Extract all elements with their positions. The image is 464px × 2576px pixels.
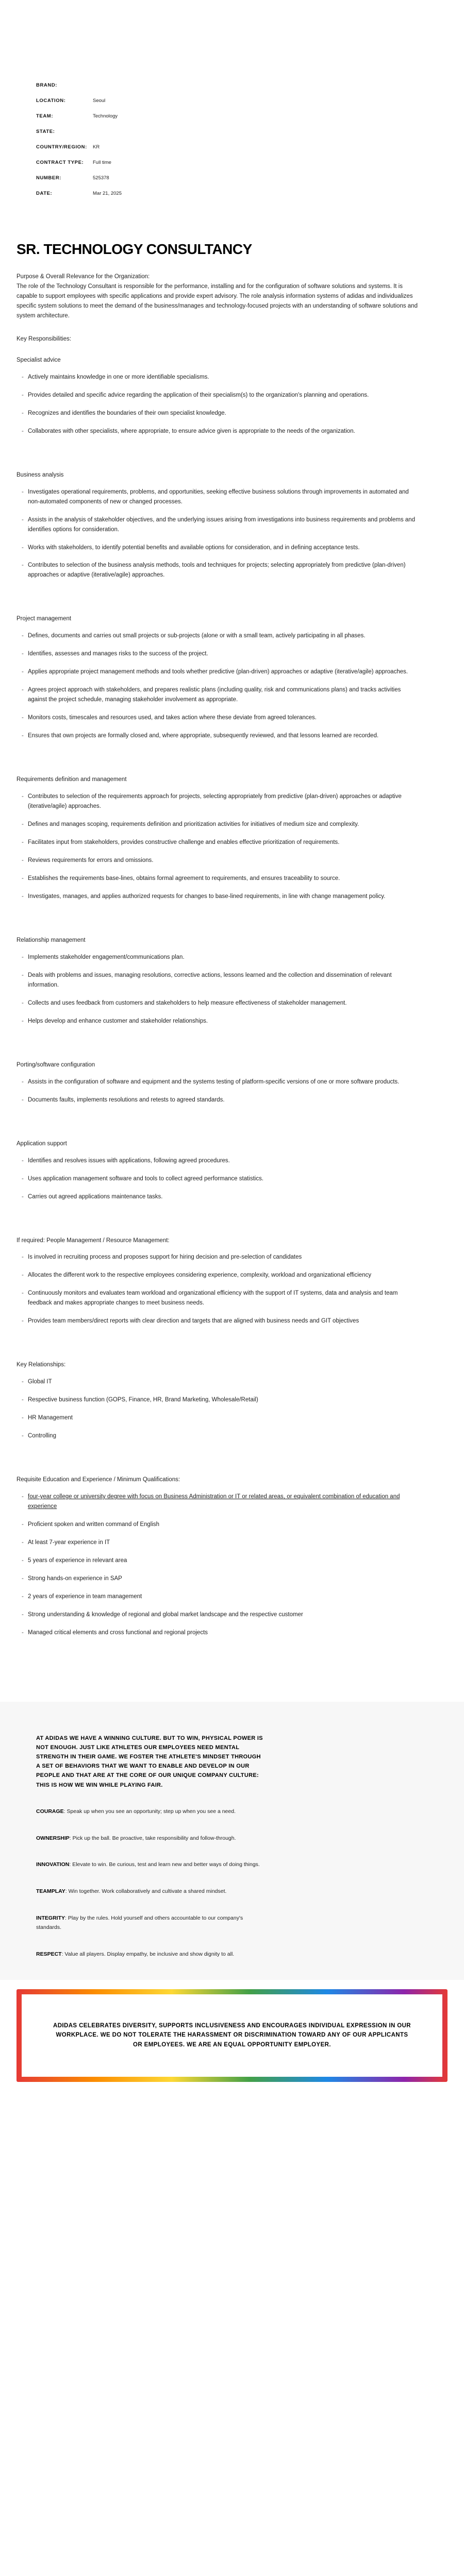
- meta-row-country: [36, 139, 464, 155]
- list-item-text: Establishes the requirements base-lines, obtains formal agreement to requirements, and ensures traceability to source.: [28, 875, 340, 882]
- value-text: : Play by the rules. Hold yourself and others accountable to our company's standards.: [36, 1915, 243, 1930]
- list-item: [22, 892, 419, 902]
- bullet-list: [16, 1252, 419, 1326]
- list-item: [22, 667, 419, 677]
- spacer: [16, 1035, 419, 1049]
- list-item: [22, 1431, 419, 1441]
- meta-value: Seoul: [93, 97, 106, 104]
- value-name: RESPECT: [36, 1951, 62, 1957]
- meta-key: LOCATION:: [36, 97, 66, 104]
- list-item-text: Continuously monitors and evaluates team workload and organizational efficiency with the support of IT systems, data and analysis and team feedback and makes appropriate changes to meet business needs.: [28, 1290, 398, 1307]
- job-description: [0, 272, 419, 1660]
- value-name: OWNERSHIP: [36, 1835, 70, 1841]
- list-item: [22, 543, 419, 553]
- list-item-text: Uses application management software and tools to collect agreed performance statistics.: [28, 1175, 264, 1182]
- list-item: [22, 1316, 419, 1326]
- list-item: [22, 631, 419, 641]
- meta-key: BRAND:: [36, 82, 58, 88]
- section-title: Porting/software configuration: [16, 1061, 95, 1068]
- list-item-text: Works with stakeholders, to identify potential benefits and available options for consideration, and in defining acceptance tests.: [28, 544, 360, 551]
- bullet-list: [16, 953, 419, 1026]
- list-item: [22, 515, 419, 535]
- value-name: INTEGRITY: [36, 1915, 65, 1922]
- list-item-text: Deals with problems and issues, managing resolutions, corrective actions, lessons learned and the collection and dissemination of relevant information.: [28, 972, 392, 988]
- section-title: Project management: [16, 616, 72, 622]
- list-item-text: 5 years of experience in relevant area: [28, 1557, 127, 1564]
- list-item: [22, 1520, 419, 1530]
- culture-block: [0, 1702, 464, 1980]
- section-title: Application support: [16, 1140, 67, 1147]
- intro-heading: Purpose & Overall Relevance for the Organization:: [16, 274, 150, 280]
- list-item-text: Identifies and resolves issues with applications, following agreed procedures.: [28, 1157, 230, 1164]
- list-item: [22, 1574, 419, 1584]
- meta-row-contract: [36, 155, 464, 170]
- meta-key: DATE:: [36, 190, 53, 196]
- meta-row-team: [36, 108, 464, 124]
- list-item-text: 2 years of experience in team management: [28, 1593, 142, 1600]
- list-item: [22, 1628, 419, 1638]
- bullet-list: [16, 1492, 419, 1638]
- value-text: : Pick up the ball. Be proactive, take responsibility and follow-through.: [69, 1835, 236, 1841]
- culture-value: [36, 1914, 263, 1933]
- diversity-box: [22, 1994, 442, 2077]
- culture-heading: AT ADIDAS WE HAVE A WINNING CULTURE. BUT TO WIN, PHYSICAL POWER IS NOT ENOUGH. JUST LIKE ATHLETES OUR EMPLOYEES NEED MENTAL STRENGTH IN THEIR GAME. WE FOSTER THE ATHLETE'S MINDSET THROUGH A SET OF BEHAVIORS THAT WE WANT TO ENABLE AND DEVELOP IN OUR PEOPLE AND THAT ARE AT THE CORE OF OUR UNIQUE COMPANY CULTURE: THIS IS HOW WE WIN WHILE PLAYING FAIR.: [36, 1735, 263, 1788]
- spacer: [16, 910, 419, 924]
- list-item: [22, 1610, 419, 1620]
- list-item-text: Reviews requirements for errors and omissions.: [28, 857, 154, 863]
- value-text: : Win together. Work collaboratively and cultivate a shared mindset.: [65, 1888, 227, 1895]
- list-item-text: Agrees project approach with stakeholders, and prepares realistic plans (including quality, risk and communications plans) and tracks activities against the project schedule, managing stakeholder involvement as appropriate.: [28, 687, 401, 703]
- section-block: [16, 1475, 419, 1660]
- list-item-text: Implements stakeholder engagement/communications plan.: [28, 954, 185, 960]
- list-item: [22, 427, 419, 436]
- list-item: [22, 820, 419, 829]
- list-item: [22, 971, 419, 990]
- value-text: : Elevate to win. Be curious, test and learn new and better ways of doing things.: [69, 1861, 260, 1868]
- section-block: [16, 1139, 419, 1225]
- section-block: [16, 1360, 419, 1464]
- list-item-text: Provides detailed and specific advice regarding the application of their specialism(s) to the organization's planning and operations.: [28, 392, 369, 398]
- list-item-text: Proficient spoken and written command of English: [28, 1521, 160, 1528]
- list-item: [22, 874, 419, 884]
- list-item-text: Controlling: [28, 1433, 56, 1439]
- meta-value: Technology: [93, 113, 118, 119]
- list-item-text: Recognizes and identifies the boundaries of their own specialist knowledge.: [28, 410, 226, 416]
- page-title: SR. TECHNOLOGY CONSULTANCY: [16, 241, 252, 257]
- list-item-text: At least 7-year experience in IT: [28, 1539, 110, 1546]
- bullet-list: [16, 1377, 419, 1441]
- bullet-list: [16, 372, 419, 436]
- list-item-text: Respective business function (GOPS, Finance, HR, Brand Marketing, Wholesale/Retail): [28, 1397, 258, 1403]
- list-item-text: Ensures that own projects are formally closed and, where appropriate, subsequently reviewed, and that lessons learned are recorded.: [28, 733, 379, 739]
- section-block: [16, 355, 419, 459]
- meta-key: NUMBER:: [36, 175, 62, 181]
- list-item-text: Provides team members/direct reports with clear direction and targets that are aligned with business needs and GIT objectives: [28, 1318, 359, 1325]
- list-item: [22, 1395, 419, 1405]
- section-block: [16, 936, 419, 1049]
- list-item: [22, 713, 419, 723]
- list-item-text: Contributes to selection of the business analysis methods, tools and techniques for projects; selecting appropriately from predictive (plan-driven) approaches or adaptive (iterative/agile) approaches.: [28, 562, 406, 579]
- meta-row-number: [36, 170, 464, 185]
- bullet-list: [16, 631, 419, 741]
- value-text: : Value all players. Display empathy, be inclusive and show dignity to all.: [61, 1951, 235, 1957]
- list-item: [22, 792, 419, 811]
- list-item: [22, 1077, 419, 1087]
- list-item: [22, 731, 419, 741]
- culture-value: [36, 1950, 263, 1959]
- spacer: [16, 1334, 419, 1349]
- spacer: [16, 588, 419, 603]
- meta-row-state: [36, 124, 464, 139]
- bullet-list: [16, 487, 419, 581]
- spacer: [16, 1646, 419, 1660]
- spacer: [16, 1449, 419, 1464]
- list-item-text: Global IT: [28, 1379, 52, 1385]
- spacer: [16, 1113, 419, 1128]
- list-item: [22, 1492, 419, 1512]
- bullet-list: [16, 792, 419, 902]
- meta-row-date: [36, 185, 464, 201]
- list-item-text: Identifies, assesses and manages risks to the success of the project.: [28, 651, 208, 657]
- bullet-list: [16, 1156, 419, 1202]
- list-item-text: Investigates operational requirements, problems, and opportunities, seeking effective business solutions through improvements in automated and non-automated components of new or changed processes.: [28, 488, 409, 505]
- meta-value: 525378: [93, 175, 109, 181]
- spacer: [16, 1210, 419, 1225]
- list-item: [22, 998, 419, 1008]
- section-title: Key Relationships:: [16, 1362, 66, 1368]
- meta-value: Mar 21, 2025: [93, 190, 122, 196]
- list-item-text: Actively maintains knowledge in one or more identifiable specialisms.: [28, 374, 209, 380]
- meta-key: CONTRACT TYPE:: [36, 159, 84, 165]
- section-title: Relationship management: [16, 937, 86, 943]
- list-item-text: Investigates, manages, and applies authorized requests for changes to base-lined requirements, in line with change management policy.: [28, 893, 386, 900]
- list-item: [22, 1289, 419, 1308]
- culture-value: [36, 1887, 263, 1896]
- value-name: TEAMPLAY: [36, 1888, 65, 1895]
- key-responsibilities-label: Key Responsibilities:: [16, 335, 72, 342]
- job-meta: [0, 0, 464, 201]
- list-item-text: Collaborates with other specialists, where appropriate, to ensure advice given is appropriate to the needs of the organization.: [28, 428, 355, 434]
- spacer: [16, 445, 419, 459]
- list-item: [22, 409, 419, 418]
- list-item-text: Monitors costs, timescales and resources used, and takes action where these deviate from agreed tolerances.: [28, 715, 317, 721]
- list-item-text: Carries out agreed applications maintenance tasks.: [28, 1193, 163, 1200]
- list-item: [22, 1174, 419, 1184]
- list-item: [22, 561, 419, 580]
- list-item-text: Documents faults, implements resolutions and retests to agreed standards.: [28, 1096, 225, 1103]
- list-item-text: Strong understanding & knowledge of regional and global market landscape and the respective customer: [28, 1611, 303, 1618]
- list-item-text: Allocates the different work to the respective employees considering experience, complexity, workload and organizational efficiency: [28, 1272, 372, 1279]
- section-block: [16, 614, 419, 764]
- culture-value: [36, 1834, 263, 1843]
- list-item: [22, 1156, 419, 1166]
- section-title: Requirements definition and management: [16, 776, 127, 783]
- list-item: [22, 1538, 419, 1548]
- section-title: If required: People Management / Resource Management:: [16, 1237, 170, 1244]
- list-item: [22, 649, 419, 659]
- section-block: [16, 470, 419, 603]
- list-item-text: Defines and manages scoping, requirements definition and prioritization activities for initiatives of medium size and complexity.: [28, 821, 359, 828]
- meta-key: COUNTRY/REGION:: [36, 144, 87, 150]
- list-item: [22, 1377, 419, 1387]
- list-item: [22, 1095, 419, 1105]
- intro-body: The role of the Technology Consultant is responsible for the performance, installing and for the configuration of software solutions and systems. It is capable to support employees with specific applications and provide expert advisory. The role analysis information systems of adidas and individualizes specific system solutions to meet the demand of the business/manages and technology-focused projects with an understanding of software solutions and system architecture.: [16, 283, 418, 319]
- rainbow-frame: [16, 1989, 448, 2082]
- bullet-list: [16, 1077, 419, 1105]
- sections-container: [16, 355, 419, 1660]
- list-item: [22, 487, 419, 507]
- meta-key: TEAM:: [36, 113, 54, 119]
- value-name: INNOVATION: [36, 1861, 70, 1868]
- list-item-text: Managed critical elements and cross functional and regional projects: [28, 1629, 208, 1636]
- list-item: [22, 1413, 419, 1423]
- section-title: Requisite Education and Experience / Minimum Qualifications:: [16, 1477, 180, 1483]
- list-item: [22, 685, 419, 705]
- list-item-text: Is involved in recruiting process and proposes support for hiring decision and pre-selection of candidates: [28, 1254, 302, 1261]
- list-item-text: Strong hands-on experience in SAP: [28, 1575, 122, 1582]
- list-item: [22, 856, 419, 866]
- list-item-text: Helps develop and enhance customer and stakeholder relationships.: [28, 1018, 208, 1024]
- section-block: [16, 775, 419, 924]
- list-item: [22, 1592, 419, 1602]
- meta-value: KR: [93, 144, 100, 150]
- section-title: Business analysis: [16, 471, 64, 478]
- list-item: [22, 1270, 419, 1280]
- diversity-statement: ADIDAS CELEBRATES DIVERSITY, SUPPORTS INCLUSIVENESS AND ENCOURAGES INDIVIDUAL EXPRESSION IN OUR WORKPLACE. WE DO NOT TOLERATE THE HARASSMENT OR DISCRIMINATION TOWARD ANY OF OUR APPLICANTS OR EMPLOYEES. WE ARE AN EQUAL OPPORTUNITY EMPLOYER.: [53, 2023, 411, 2048]
- spacer: [16, 749, 419, 764]
- meta-row-location: [36, 93, 464, 108]
- culture-value: [36, 1807, 263, 1817]
- meta-value: Full time: [93, 159, 111, 165]
- list-item: [22, 1556, 419, 1566]
- diversity-section: [0, 1980, 464, 2103]
- meta-row-brand: [36, 77, 464, 93]
- values-list: [36, 1807, 464, 1959]
- list-item-text: Contributes to selection of the requirements approach for projects, selecting appropriately from predictive (plan-driven) approaches or adaptive (iterative/agile) approaches.: [28, 793, 402, 810]
- list-item: [22, 391, 419, 400]
- value-text: : Speak up when you see an opportunity; step up when you see a need.: [63, 1808, 236, 1815]
- section-block: [16, 1060, 419, 1128]
- list-item: [22, 838, 419, 848]
- list-item-text: HR Management: [28, 1415, 73, 1421]
- list-item: [22, 1252, 419, 1262]
- list-item: [22, 1016, 419, 1026]
- culture-value: [36, 1860, 263, 1870]
- intro: [16, 272, 419, 321]
- meta-key: STATE:: [36, 128, 55, 134]
- list-item-text: four-year college or university degree with focus on Business Administration or IT or related areas, or equivalent combination of education and experience: [28, 1494, 400, 1510]
- section-block: [16, 1236, 419, 1349]
- value-name: COURAGE: [36, 1808, 64, 1815]
- list-item-text: Collects and uses feedback from customers and stakeholders to help measure effectiveness of stakeholder management.: [28, 999, 347, 1006]
- list-item-text: Applies appropriate project management methods and tools whether predictive (plan-driven) approaches or adaptive (iterative/agile) approaches.: [28, 669, 408, 675]
- list-item: [22, 953, 419, 962]
- list-item: [22, 1192, 419, 1202]
- list-item-text: Facilitates input from stakeholders, provides constructive challenge and enables effective prioritization of requirements.: [28, 839, 340, 846]
- list-item-text: Defines, documents and carries out small projects or sub-projects (alone or with a small team, actively participating in all phases.: [28, 633, 366, 639]
- list-item-text: Assists in the analysis of stakeholder objectives, and the underlying issues arising from investigations into business requirements and problems and identifies options for consideration.: [28, 516, 416, 533]
- list-item: [22, 372, 419, 382]
- section-title: Specialist advice: [16, 357, 61, 363]
- list-item-text: Assists in the configuration of software and equipment and the systems testing of platform-specific versions of one or more software products.: [28, 1078, 400, 1085]
